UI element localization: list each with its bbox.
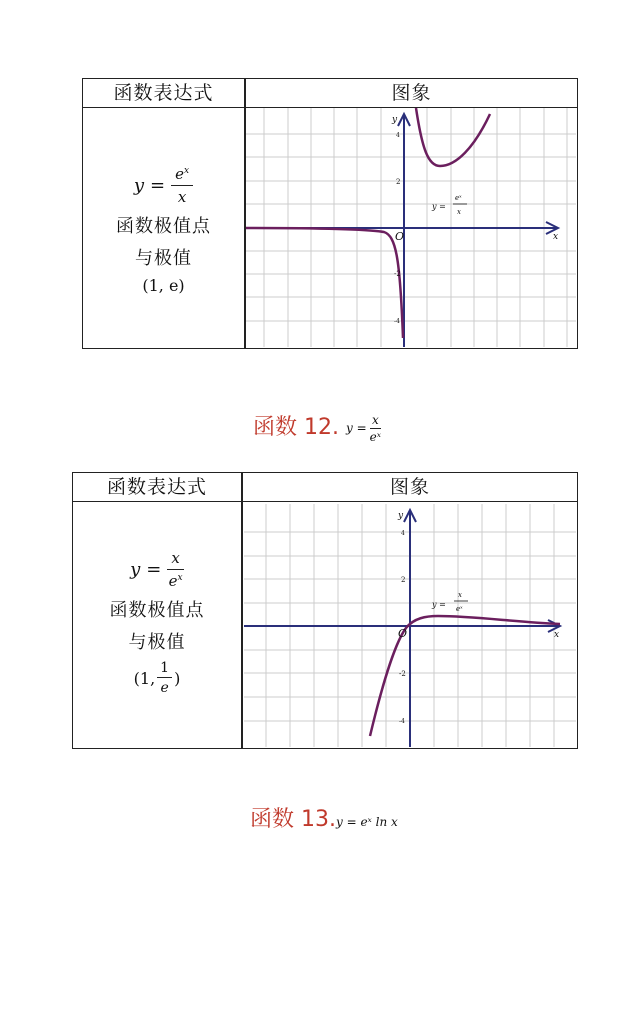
description-line-1: 函数极值点 xyxy=(109,600,205,621)
curve-label-num: x xyxy=(458,591,462,599)
tick-label-minus-2: -2 xyxy=(394,270,401,278)
caption-function-12 xyxy=(253,410,381,444)
extremum-point: (1, e) xyxy=(142,276,185,295)
tick-label-4: 4 xyxy=(401,530,405,537)
header-expression: 函数表达式 xyxy=(113,82,214,104)
tick-label-minus-4: -4 xyxy=(394,318,400,325)
tick-label-4: 4 xyxy=(396,132,400,139)
column-divider xyxy=(241,473,243,748)
caption-math: y = eˣ ln x xyxy=(335,815,398,829)
origin-label: O xyxy=(398,627,408,640)
header-graph: 图象 xyxy=(391,82,432,104)
formula: y = $\frac{x}{e^x}$ xyxy=(130,549,183,590)
caption-prefix: 函数 12. xyxy=(253,415,339,440)
header-expression: 函数表达式 xyxy=(106,476,207,498)
curve-label-num: eˣ xyxy=(455,194,462,202)
curve-label-lhs: y = xyxy=(432,202,446,211)
formula: y = $\frac{e^x}{x}$ xyxy=(134,165,193,206)
graph-2 xyxy=(244,504,576,747)
tick-label-minus-2: -2 xyxy=(399,670,406,678)
tick-label-2: 2 xyxy=(396,178,401,186)
curve-label-den: x xyxy=(457,208,461,216)
extremum-point: (1, $\frac{1}{e}$ ) xyxy=(133,660,181,696)
x-axis-label: x xyxy=(553,232,559,242)
description-line-2: 与极值 xyxy=(128,632,186,653)
caption-prefix: 函数 13. xyxy=(250,807,336,832)
expression-cell xyxy=(73,549,241,696)
curve-label-lhs: y = xyxy=(432,600,446,609)
graph-1 xyxy=(246,108,576,347)
header-graph: 图象 xyxy=(389,476,430,498)
formula-fraction: $\frac{x}{e^x}$ xyxy=(168,549,183,590)
origin-label: O xyxy=(395,230,405,243)
y-axis-label: y xyxy=(398,511,404,521)
description-line-1: 函数极值点 xyxy=(116,216,211,237)
x-axis-label: x xyxy=(554,630,560,640)
curve-label-den: eˣ xyxy=(456,605,463,613)
y-axis-label: y xyxy=(392,115,398,125)
description-line-2: 与极值 xyxy=(135,248,192,269)
expression-cell xyxy=(83,165,244,296)
tick-label-minus-4: -4 xyxy=(399,718,405,725)
caption-function-13 xyxy=(250,802,398,833)
tick-label-2: 2 xyxy=(401,576,406,584)
caption-math: y = $\frac{x}{\text{eˣ}}$ xyxy=(345,412,382,444)
formula-fraction: $\frac{e^x}{x}$ xyxy=(171,165,193,206)
